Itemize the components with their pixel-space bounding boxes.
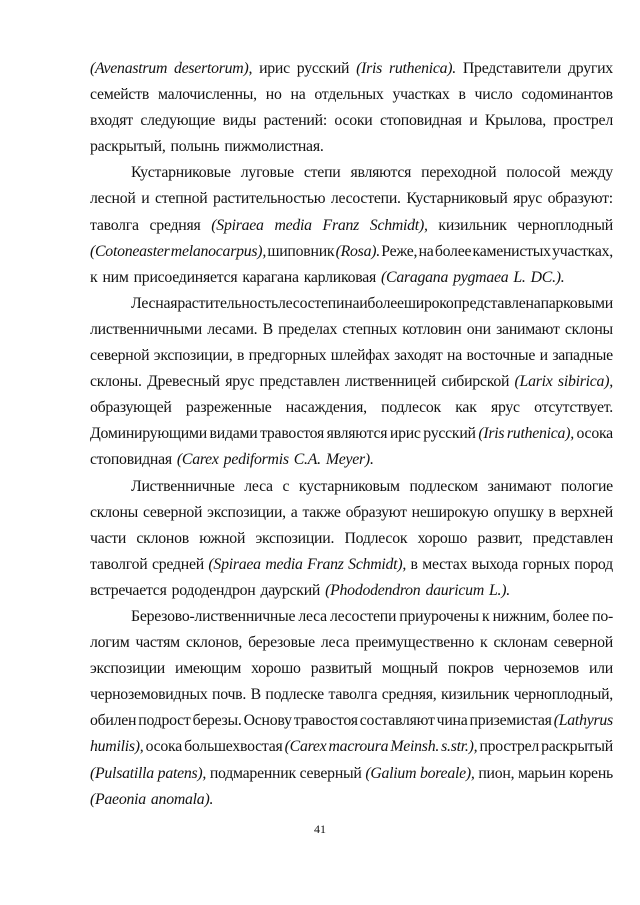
word: чина xyxy=(436,712,468,730)
word: пижмолистная. xyxy=(224,138,324,156)
italic-word: boreale), xyxy=(419,764,475,782)
word: Крылова, xyxy=(484,112,546,130)
word: степи xyxy=(303,164,341,182)
word: к xyxy=(480,634,488,652)
word: отдельных xyxy=(314,86,384,104)
word: даурский xyxy=(260,581,321,599)
word: между xyxy=(570,164,613,182)
italic-word: anomala). xyxy=(150,790,214,808)
italic-word: (Spiraea xyxy=(208,555,261,573)
word: растительностью xyxy=(213,190,326,208)
italic-word: (Spiraea xyxy=(211,216,264,234)
word: и xyxy=(539,347,548,365)
text-line xyxy=(90,82,613,108)
word: средняя, xyxy=(381,686,437,704)
word: полосой xyxy=(506,164,561,182)
word: по- xyxy=(592,607,613,625)
word: в xyxy=(410,555,418,573)
word: широко xyxy=(403,294,454,312)
word: Доминирующими xyxy=(90,425,207,443)
word: травостоя xyxy=(260,425,325,443)
word: растительность xyxy=(177,294,278,312)
italic-word: (Rosa). xyxy=(335,242,380,260)
paragraph xyxy=(90,56,613,160)
word: насаждения, xyxy=(285,399,367,417)
word: к xyxy=(90,268,98,286)
paragraph xyxy=(90,291,613,474)
word: представлен xyxy=(259,373,340,391)
word: рододендрон xyxy=(171,581,256,599)
paragraph xyxy=(90,160,613,290)
word: лиственничными xyxy=(90,320,202,338)
italic-word: Meinsh. xyxy=(390,738,440,756)
word: марьин xyxy=(518,764,566,782)
word: переходной xyxy=(421,164,497,182)
word: подмаренник xyxy=(209,764,296,782)
word: ним xyxy=(102,268,129,286)
text-line xyxy=(90,526,613,552)
word: участках xyxy=(392,86,450,104)
word: горных xyxy=(522,555,570,573)
word: склоны xyxy=(564,320,613,338)
word: пион, xyxy=(478,764,515,782)
word: Лиственничные xyxy=(131,477,235,495)
word: на xyxy=(447,347,463,365)
word: в xyxy=(458,86,466,104)
word: виды xyxy=(222,112,257,130)
word: местах xyxy=(422,555,468,573)
text-line xyxy=(90,787,613,813)
word: участках, xyxy=(552,242,613,260)
word: подлеске xyxy=(265,686,324,704)
word: являются xyxy=(326,425,388,443)
word: с xyxy=(282,477,290,495)
word: хорошо xyxy=(417,529,468,547)
italic-word: (Paeonia xyxy=(90,790,146,808)
word: русский xyxy=(296,60,350,77)
word: стоповидная xyxy=(90,451,172,469)
word: части xyxy=(90,529,127,547)
italic-word: Franz xyxy=(322,216,360,234)
word: представлен xyxy=(532,529,613,547)
word: раскрытый xyxy=(541,738,613,756)
word: кизильник xyxy=(438,216,507,234)
word: экспозиции, xyxy=(153,347,233,365)
paragraph xyxy=(90,604,613,813)
word: логим xyxy=(90,634,130,652)
word: экспозиции xyxy=(90,660,165,678)
word: пород xyxy=(574,555,613,573)
word: подлеском xyxy=(409,477,478,495)
word: встречается xyxy=(90,581,167,599)
italic-word: C.A. xyxy=(293,451,321,469)
word: средней xyxy=(151,555,204,573)
word: входят xyxy=(90,112,133,130)
italic-word: (Iris xyxy=(478,425,505,443)
word: березы. xyxy=(192,712,242,730)
word: леса xyxy=(244,477,273,495)
word: леса xyxy=(298,607,327,625)
word: занимают xyxy=(496,320,560,338)
text-line xyxy=(90,474,613,500)
text-line xyxy=(90,500,613,526)
text-line xyxy=(90,108,613,134)
word: нижним, xyxy=(492,607,550,625)
word: экспозиции. xyxy=(255,529,335,547)
italic-word: desertorum), xyxy=(174,60,253,77)
word: покров xyxy=(447,660,494,678)
text-line xyxy=(90,265,613,291)
word: или xyxy=(588,660,613,678)
word: обилен xyxy=(90,712,137,730)
word: лесостепи. xyxy=(330,190,401,208)
word: почв. xyxy=(212,686,247,704)
word: средняя xyxy=(149,216,201,234)
word: следующие xyxy=(140,112,216,130)
italic-word: humilis), xyxy=(90,738,144,756)
word: травостоя xyxy=(293,712,358,730)
word: раскрытый, xyxy=(90,138,166,156)
word: прострел xyxy=(553,112,613,130)
word: ярус xyxy=(513,190,543,208)
word: кустарниковым xyxy=(298,477,400,495)
word: число xyxy=(474,86,513,104)
italic-word: (Galium xyxy=(365,764,417,782)
word: выхода xyxy=(471,555,519,573)
text-line xyxy=(90,604,613,630)
text-line xyxy=(90,317,613,343)
italic-word: (Iris xyxy=(356,60,383,77)
word: западные xyxy=(552,347,613,365)
word: образуют xyxy=(345,503,407,521)
word: русский xyxy=(423,425,476,443)
word: степной xyxy=(155,190,208,208)
word: образующей xyxy=(90,399,172,417)
word: составляют xyxy=(359,712,435,730)
text-line xyxy=(90,708,613,734)
word: Древесный xyxy=(147,373,220,391)
word: карагана xyxy=(242,268,299,286)
word: северный xyxy=(299,764,362,782)
word: более xyxy=(552,607,590,625)
word: восточные xyxy=(466,347,536,365)
text-line xyxy=(90,682,613,708)
word: на xyxy=(418,242,434,260)
word: являются xyxy=(350,164,412,182)
word: южной xyxy=(199,529,246,547)
word: лесостепи xyxy=(278,294,345,312)
italic-word: Franz xyxy=(307,555,344,573)
word: прострел xyxy=(479,738,539,756)
word: разреженные xyxy=(185,399,272,417)
word: кизильник xyxy=(440,686,510,704)
text-line xyxy=(90,160,613,186)
word: каменистых xyxy=(472,242,551,260)
italic-word: media xyxy=(265,555,303,573)
word: имеющим xyxy=(174,660,242,678)
italic-word: (Cotoneaster xyxy=(90,242,170,260)
text-line xyxy=(90,761,613,787)
word: Лесная xyxy=(131,294,178,312)
text-line xyxy=(90,447,613,473)
word: березовые xyxy=(248,634,315,652)
word: верхней xyxy=(560,503,613,521)
word: ярус xyxy=(490,399,520,417)
word: также xyxy=(302,503,341,521)
page-number: 41 xyxy=(314,822,326,836)
text-line xyxy=(90,186,613,212)
text-line xyxy=(90,213,613,239)
word: развитый xyxy=(310,660,372,678)
word: Березово-лиственничные xyxy=(131,607,296,625)
text-line xyxy=(90,630,613,656)
word: склонов, xyxy=(185,634,243,652)
italic-word: macroura xyxy=(328,738,389,756)
word: ярус xyxy=(225,373,255,391)
word: северной xyxy=(90,347,150,365)
word: осока xyxy=(576,425,613,443)
word: северной xyxy=(553,634,613,652)
word: в xyxy=(236,347,245,365)
word: черноземов xyxy=(503,660,579,678)
word: более xyxy=(434,242,472,260)
word: подлесок xyxy=(381,399,441,417)
word: луговые xyxy=(240,164,294,182)
word: ирис xyxy=(259,60,290,77)
italic-word: (Lathyrus xyxy=(553,712,613,730)
italic-word: (Carex xyxy=(176,451,219,469)
italic-word: pediformis xyxy=(223,451,289,469)
word: склонам xyxy=(493,634,548,652)
word: степных xyxy=(342,320,398,338)
italic-word: (Avenastrum xyxy=(90,60,168,77)
text-line xyxy=(90,239,613,265)
word: Кустарниковые xyxy=(131,164,231,182)
italic-word: (Phododendron xyxy=(325,581,421,599)
word: таволга xyxy=(90,216,139,234)
word: мощный xyxy=(381,660,438,678)
italic-word: patens), xyxy=(157,764,207,782)
italic-word: Meyer). xyxy=(325,451,374,469)
word: малочисленны, xyxy=(157,86,257,104)
word: наиболее xyxy=(344,294,404,312)
italic-word: ruthenica). xyxy=(388,60,456,77)
italic-word: media xyxy=(274,216,312,234)
word: видами xyxy=(209,425,258,443)
word: склонов xyxy=(136,529,189,547)
word: хорошо xyxy=(251,660,301,678)
italic-word: Schmidt), xyxy=(348,555,407,573)
text-line xyxy=(90,734,613,760)
word: карликовая xyxy=(303,268,377,286)
italic-word: DC.). xyxy=(530,268,565,286)
italic-word: L. xyxy=(513,268,526,286)
text-line xyxy=(90,421,613,447)
word: Подлесок xyxy=(344,529,408,547)
word: занимают xyxy=(487,477,552,495)
word: приурочены xyxy=(399,607,479,625)
word: лиственницей xyxy=(345,373,436,391)
word: частям xyxy=(135,634,180,652)
word: стоповидная xyxy=(379,112,462,130)
italic-word: pygmaea xyxy=(453,268,509,286)
italic-word: dauricum xyxy=(425,581,484,599)
word: подрост xyxy=(138,712,191,730)
word: отсутствует. xyxy=(534,399,613,417)
word: пологие xyxy=(560,477,613,495)
word: развит, xyxy=(477,529,523,547)
word: приземистая xyxy=(469,712,552,730)
word: склоны xyxy=(90,503,139,521)
text-line xyxy=(90,578,613,604)
word: как xyxy=(455,399,477,417)
text-line xyxy=(90,656,613,682)
word: большехвостая xyxy=(184,738,283,756)
word: лесостепи xyxy=(330,607,397,625)
word: корень xyxy=(569,764,613,782)
word: они xyxy=(466,320,491,338)
italic-word: (Larix xyxy=(514,373,553,391)
word: лесной xyxy=(90,190,136,208)
italic-word: (Pulsatilla xyxy=(90,764,154,782)
word: а xyxy=(290,503,298,521)
word: леса xyxy=(320,634,350,652)
italic-word: sibirica), xyxy=(557,373,613,391)
word: на xyxy=(290,86,306,104)
word: черноплодный xyxy=(517,216,613,234)
word: Основу xyxy=(243,712,292,730)
word: шиповник xyxy=(267,242,335,260)
italic-word: (Carex xyxy=(284,738,327,756)
word: парковыми xyxy=(540,294,613,312)
word: таволгой xyxy=(90,555,148,573)
text-line xyxy=(90,291,613,317)
word: Реже, xyxy=(381,242,418,260)
italic-word: Schmidt), xyxy=(369,216,428,234)
word: таволга xyxy=(328,686,378,704)
word: и xyxy=(141,190,150,208)
italic-word: (Caragana xyxy=(381,268,449,286)
text-line xyxy=(90,369,613,395)
italic-word: melanocarpus), xyxy=(170,242,267,260)
word: преимущественно xyxy=(355,634,475,652)
word: экспозиции, xyxy=(207,503,286,521)
word: и xyxy=(469,112,478,130)
word: растений: xyxy=(263,112,327,130)
word: В xyxy=(262,320,273,338)
word: неширокую xyxy=(411,503,489,521)
word: образуют: xyxy=(547,190,613,208)
word: осоки xyxy=(334,112,373,130)
word: полынь xyxy=(170,138,220,156)
word: северной xyxy=(142,503,203,521)
word: предгорных xyxy=(248,347,327,365)
word: сибирской xyxy=(441,373,510,391)
paragraph xyxy=(90,474,613,604)
word: шлейфах xyxy=(330,347,390,365)
text-line xyxy=(90,56,613,82)
word: заходят xyxy=(394,347,443,365)
text-line xyxy=(90,552,613,578)
word: представлена xyxy=(453,294,541,312)
word: других xyxy=(567,60,613,77)
word: содоминантов xyxy=(521,86,613,104)
body-text xyxy=(90,56,613,813)
italic-word: L.). xyxy=(489,581,510,599)
text-line xyxy=(90,134,613,160)
italic-word: ruthenica), xyxy=(506,425,574,443)
word: лесами. xyxy=(207,320,258,338)
text-line xyxy=(90,343,613,369)
word: Представители xyxy=(462,60,562,77)
text-line xyxy=(90,395,613,421)
word: склоны. xyxy=(90,373,142,391)
word: ирис xyxy=(389,425,421,443)
word: семейств xyxy=(90,86,150,104)
word: но xyxy=(265,86,282,104)
word: присоединяется xyxy=(133,268,238,286)
italic-word: s.str.), xyxy=(441,738,478,756)
word: к xyxy=(482,607,490,625)
word: Кустарниковый xyxy=(406,190,508,208)
word: опушку xyxy=(493,503,544,521)
word: в xyxy=(548,503,556,521)
word: В xyxy=(250,686,261,704)
word: котловин xyxy=(402,320,462,338)
word: пределах xyxy=(278,320,338,338)
word: черноплодный, xyxy=(513,686,613,704)
word: осока xyxy=(145,738,182,756)
word: черноземовидных xyxy=(90,686,208,704)
